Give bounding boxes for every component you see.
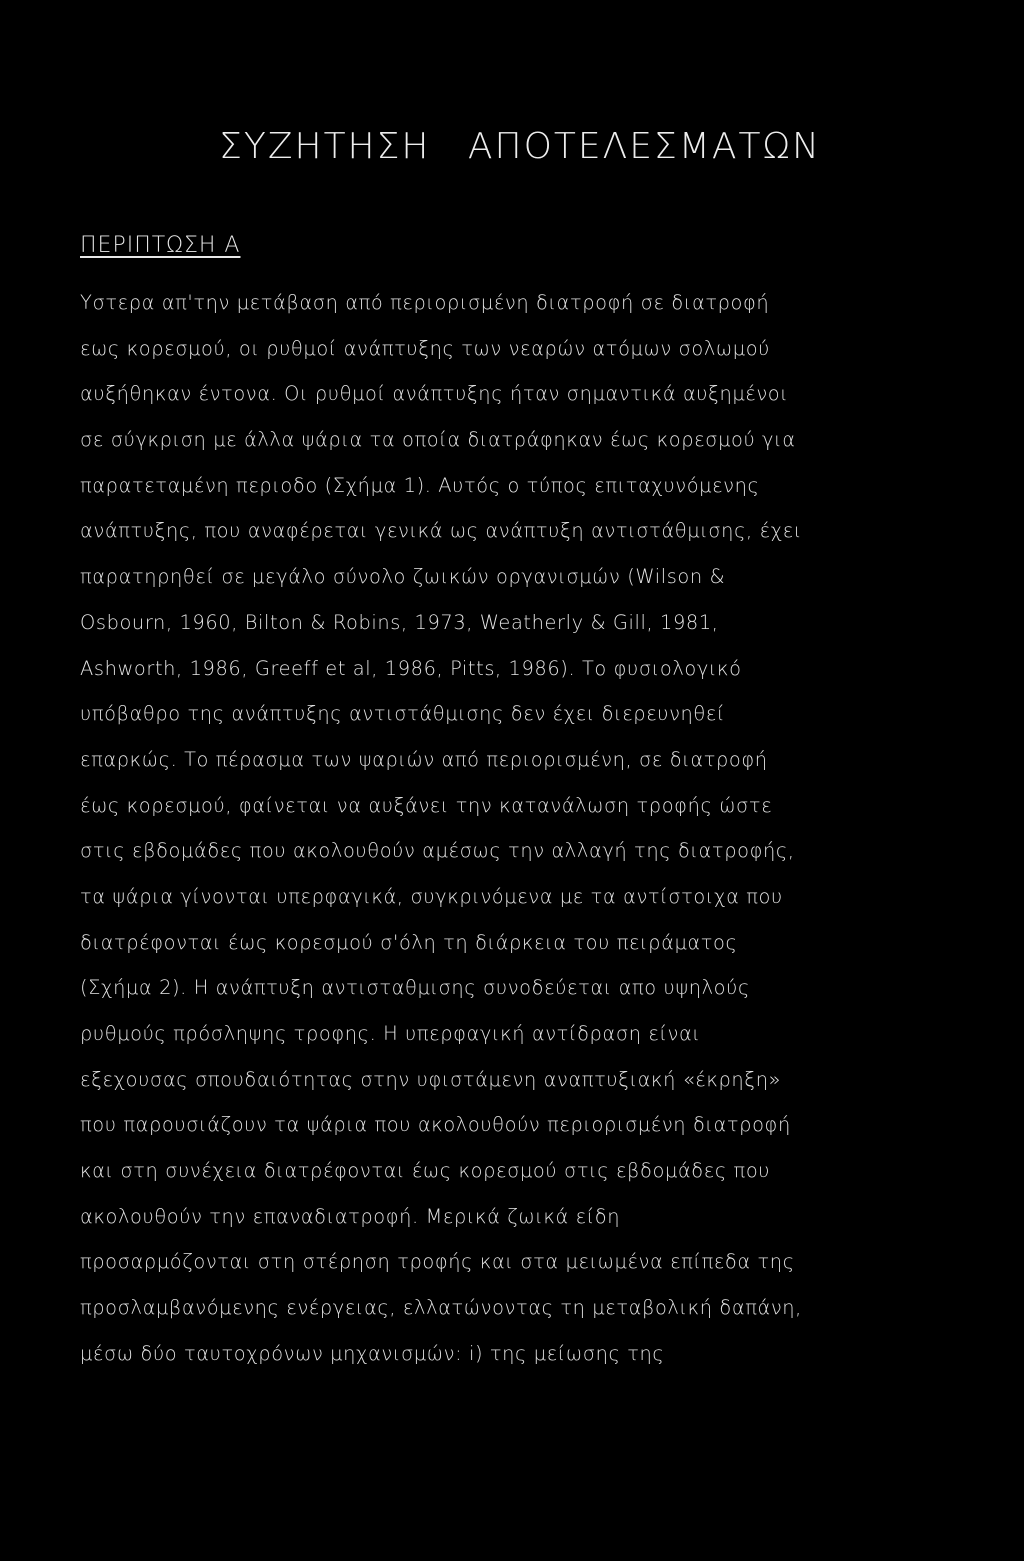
text-line: εως κορεσμού, οι ρυθμοί ανάπτυξης των νεαρών ατόμων σολωμού — [80, 336, 770, 360]
text-line: τα ψάρια γίνονται υπερφαγικά, συγκρινόμενα με τα αντίστοιχα που — [80, 884, 783, 908]
text-line: παρατεταμένη περιοδο (Σχήμα 1). Αυτός ο τύπος επιταχυνόμενης — [80, 473, 760, 497]
text-line: και στη συνέχεια διατρέφονται έως κορεσμού στις εβδομάδες που — [80, 1159, 771, 1183]
text-line: στις εβδομάδες που ακολουθούν αμέσως την αλλαγή της διατροφής, — [80, 839, 795, 863]
section-heading: ΠΕΡΙΠΤΩΣΗ Α — [80, 233, 241, 258]
text-line: εξεχουσας σπουδαιότητας στην υφιστάμενη αναπτυξιακή «έκρηξη» — [80, 1067, 782, 1091]
text-line: προσλαμβανόμενης ενέργειας, ελλατώνοντας τη μεταβολική δαπάνη, — [80, 1296, 802, 1320]
text-line: ακολουθούν την επαναδιατροφή. Μερικά ζωικά είδη — [80, 1204, 621, 1228]
text-line: διατρέφονται έως κορεσμού σ'όλη τη διάρκεια του πειράματος — [80, 930, 738, 954]
text-line: παρατηρηθεί σε μεγάλο σύνολο ζωικών οργανισμών (Wilson & — [80, 565, 726, 589]
text-line: αυξήθηκαν έντονα. Οι ρυθμοί ανάπτυξης ήταν σημαντικά αυξημένοι — [80, 382, 789, 406]
text-line: (Σχήμα 2). Η ανάπτυξη αντισταθμισης συνοδεύεται απο υψηλούς — [80, 976, 750, 1000]
text-line: μέσω δύο ταυτοχρόνων μηχανισμών: i) της μείωσης της — [80, 1341, 665, 1365]
text-line: ρυθμούς πρόσληψης τροφης. Η υπερφαγική αντίδραση είναι — [80, 1022, 701, 1045]
text-line: επαρκώς. Το πέρασμα των ψαριών από περιορισμένη, σε διατροφή — [80, 747, 768, 771]
page-title: ΣΥΖΗΤΗΣΗ ΑΠΟΤΕΛΕΣΜΑΤΩΝ — [219, 126, 821, 167]
text-line: ανάπτυξης, που αναφέρεται γενικά ως ανάπτυξη αντιστάθμισης, έχει — [80, 519, 802, 543]
body-paragraph — [80, 280, 960, 1377]
text-line: σε σύγκριση με άλλα ψάρια τα οποία διατράφηκαν έως κορεσμού για — [80, 428, 796, 452]
text-line: έως κορεσμού, φαίνεται να αυξάνει την κατανάλωση τροφής ώστε — [80, 793, 773, 817]
text-line: Osbourn, 1960, Bilton & Robins, 1973, Weatherly & Gill, 1981, — [80, 610, 719, 634]
text-line: Ashworth, 1986, Greeff et al, 1986, Pitts, 1986). Το φυσιολογικό — [80, 656, 742, 680]
text-line: προσαρμόζονται στη στέρηση τροφής και στα μειωμένα επίπεδα της — [80, 1250, 795, 1274]
text-line: Υστερα απ'την μετάβαση από περιορισμένη διατροφή σε διατροφή — [80, 291, 770, 314]
text-line: που παρουσιάζουν τα ψάρια που ακολουθούν περιορισμένη διατροφή — [80, 1113, 791, 1137]
text-line: υπόβαθρο της ανάπτυξης αντιστάθμισης δεν έχει διερευνηθεί — [80, 702, 726, 726]
